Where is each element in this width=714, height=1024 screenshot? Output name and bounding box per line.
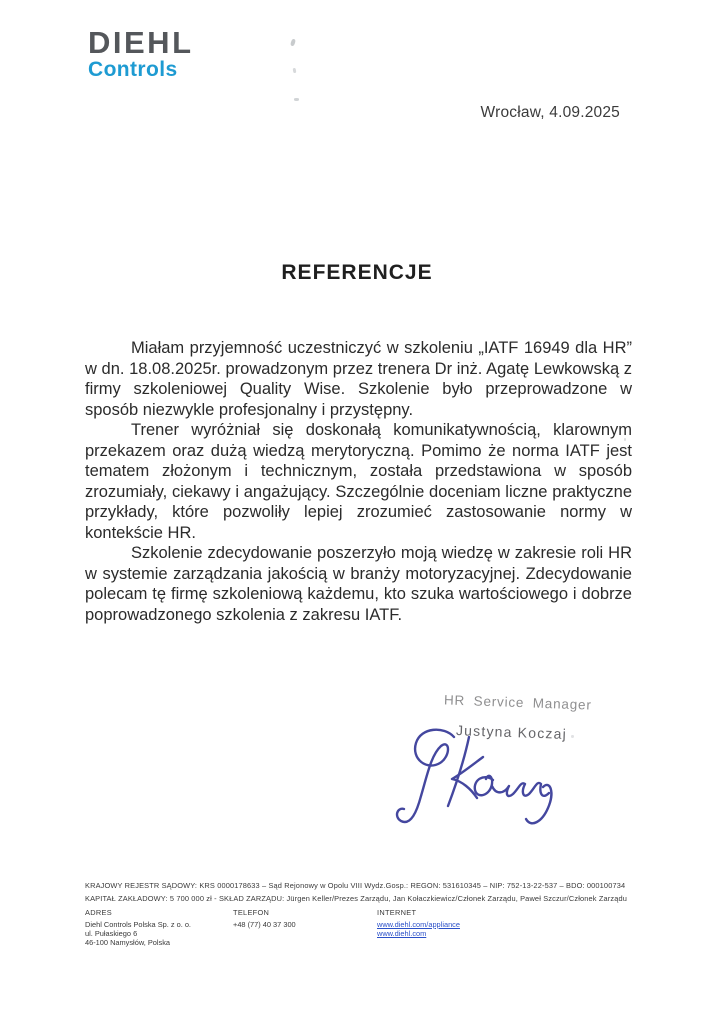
- scan-artifact: [571, 735, 574, 738]
- scan-artifact: [290, 39, 296, 47]
- logo-subbrand: Controls: [88, 58, 178, 81]
- website-link-main[interactable]: www.diehl.com: [377, 928, 427, 938]
- internet-label: INTERNET: [377, 908, 417, 917]
- scan-artifact: [293, 68, 297, 73]
- handwritten-signature: [390, 722, 568, 832]
- address-line: 46-100 Namysłów, Polska: [85, 937, 171, 947]
- address-label: ADRES: [85, 908, 112, 917]
- registry-line: KRAJOWY REJESTR SĄDOWY: KRS 0000178633 – Sąd Rejonowy w Opolu VIII Wydz.Gosp.: REGON: 531610345 – NIP: 752-13-22-537 – BDO: 000100734: [85, 881, 626, 890]
- phone-number: +48 (77) 40 37 300: [233, 919, 296, 929]
- document-title: REFERENCJE: [281, 261, 433, 284]
- place-and-date: Wrocław, 4.09.2025: [480, 104, 620, 121]
- footer-address: [85, 908, 233, 947]
- footer-columns: [85, 908, 460, 947]
- scan-artifact: [294, 98, 299, 101]
- paragraph-2: Trener wyróżniał się doskonałą komunikatywnością, klarownym przekazem oraz dużą wiedzą merytoryczną. Pomimo że norma IATF jest tematem złożonym i technicznym, została przedstawiona w sposób zrozumiały, ciekawy i angażujący. Szczególnie doceniam liczne praktyczne przykłady, które pozwoliły lepiej zrozumieć zastosowanie normy w kontekście HR.: [85, 421, 632, 542]
- footer-phone: [233, 908, 377, 947]
- phone-label: TELEFON: [233, 908, 270, 917]
- logo-wordmark: DIEHL: [88, 25, 194, 60]
- address-line: Diehl Controls Polska Sp. z o. o.: [85, 919, 191, 929]
- company-logo: [88, 25, 194, 81]
- website-link-appliance[interactable]: www.diehl.com/appliance: [377, 919, 460, 929]
- letter-body: [85, 338, 632, 625]
- paragraph-3: Szkolenie zdecydowanie poszerzyło moją wiedzę w zakresie roli HR w systemie zarządzania jakością w branży motoryzacyjnej. Zdecydowanie polecam tę firmę szkoleniową każdemu, kto szuka wartościowego i dobrze poprowadzonego szkolenia z zakresu IATF.: [85, 544, 632, 624]
- paragraph-1: Miałam przyjemność uczestniczyć w szkoleniu „IATF 16949 dla HR” w dn. 18.08.2025r. prowadzonym przez trenera Dr inż. Agatę Lewkowską z firmy szkoleniowej Quality Wise. Szkolenie było przeprowadzone w sposób niezwykle profesjonalny i przystępny.: [85, 339, 632, 419]
- address-line: ul. Pułaskiego 6: [85, 928, 138, 938]
- capital-line: KAPITAŁ ZAKŁADOWY: 5 700 000 zł - SKŁAD ZARZĄDU: Jürgen Keller/Prezes Zarządu, Jan Kołaczkiewicz/Członek Zarządu, Paweł Szczur/Członek Zarządu: [85, 894, 627, 903]
- signer-role: HR Service Manager: [443, 692, 592, 713]
- footer-internet: [377, 908, 460, 947]
- footer-legal: [85, 879, 643, 905]
- signer-name: Justyna Koczaj: [455, 722, 568, 742]
